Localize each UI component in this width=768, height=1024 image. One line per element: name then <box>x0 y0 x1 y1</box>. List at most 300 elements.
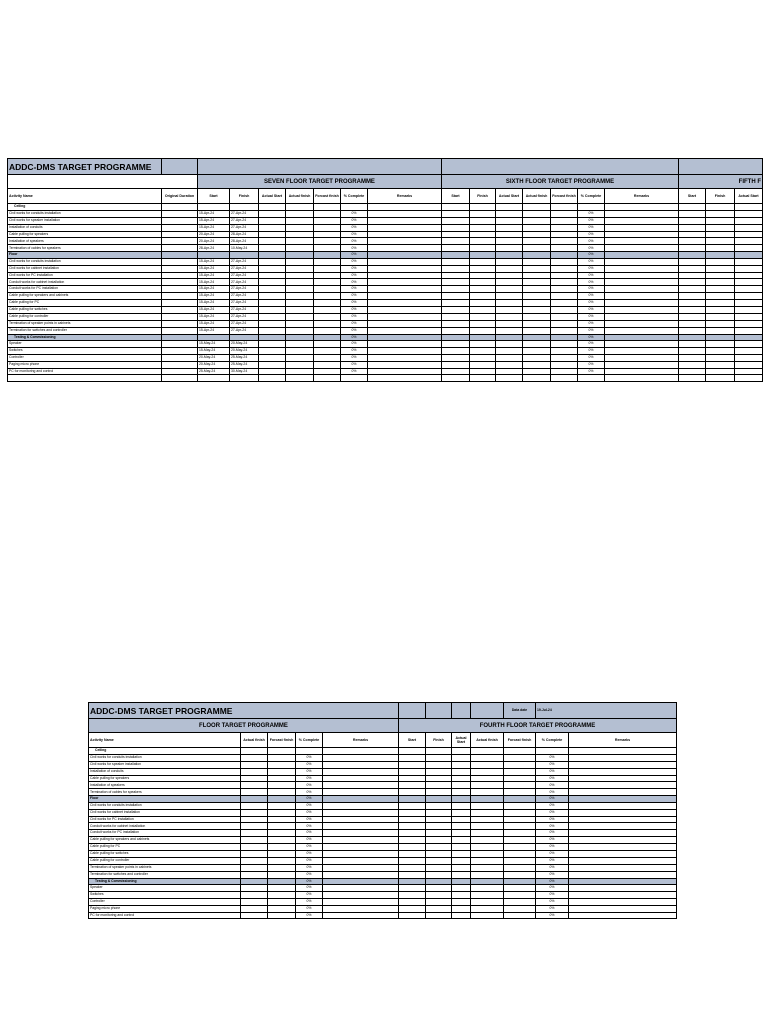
forecast-finish <box>314 286 341 293</box>
actual-start <box>452 802 471 809</box>
finish-date <box>426 775 452 782</box>
activity-name: Termination of speaker points in cabinets <box>89 864 241 871</box>
title-spacer <box>399 703 426 719</box>
percent-complete: 0% <box>341 217 368 224</box>
forecast-finish <box>268 823 296 830</box>
target-programme-table-top <box>7 158 763 382</box>
start-date <box>399 864 426 871</box>
forecast-finish <box>551 231 578 238</box>
percent-complete: 0% <box>341 258 368 265</box>
actual-finish <box>523 313 551 320</box>
percent-complete: 0% <box>578 300 605 307</box>
activity-name: PC for monitoring and control <box>89 912 241 919</box>
actual-start <box>496 361 523 368</box>
remarks <box>569 850 677 857</box>
data-date-value: 19-Jul-24 <box>536 703 677 719</box>
actual-start <box>496 231 523 238</box>
blank-cell <box>735 375 763 382</box>
actual-finish <box>241 768 268 775</box>
header-remarks: Remarks <box>605 189 679 204</box>
start-date: 25-May-24 <box>198 368 230 375</box>
forecast-finish <box>268 864 296 871</box>
actual-start <box>452 871 471 878</box>
original-duration <box>162 245 198 252</box>
finish-date: 30-May-24 <box>230 368 259 375</box>
actual-finish <box>241 789 268 796</box>
actual-start <box>452 857 471 864</box>
fifth-floor-cell <box>679 327 706 334</box>
actual-start <box>496 238 523 245</box>
remarks <box>323 775 399 782</box>
forecast-finish <box>268 789 296 796</box>
remarks <box>323 905 399 912</box>
actual-start <box>452 768 471 775</box>
fifth-floor-cell <box>706 265 735 272</box>
percent-complete: 0% <box>536 912 569 919</box>
start-date <box>399 885 426 892</box>
actual-start <box>496 245 523 252</box>
start-date <box>399 898 426 905</box>
fifth-floor-cell <box>679 279 706 286</box>
remarks <box>569 816 677 823</box>
section-row <box>8 175 763 189</box>
fifth-floor-cell <box>735 210 763 217</box>
percent-complete: 0% <box>578 306 605 313</box>
actual-finish <box>241 885 268 892</box>
actual-start <box>496 327 523 334</box>
fifth-floor-cell <box>679 300 706 307</box>
start-date <box>399 754 426 761</box>
finish-date <box>426 816 452 823</box>
actual-finish <box>523 300 551 307</box>
remarks <box>569 891 677 898</box>
original-duration <box>162 368 198 375</box>
blank-cell <box>341 375 368 382</box>
remarks <box>605 231 679 238</box>
actual-finish <box>286 279 314 286</box>
forecast-finish <box>504 837 536 844</box>
finish-date <box>426 761 452 768</box>
start-date <box>442 320 470 327</box>
start-date <box>442 258 470 265</box>
actual-finish <box>471 768 504 775</box>
start-date: 15-Apr-24 <box>198 272 230 279</box>
remarks <box>368 347 442 354</box>
forecast-finish <box>314 272 341 279</box>
actual-finish <box>471 864 504 871</box>
activity-name: Cable pulling for speakers and cabinets <box>89 837 241 844</box>
forecast-finish <box>314 368 341 375</box>
fifth-floor-cell <box>679 272 706 279</box>
header-actual-start: Actual Start <box>496 189 523 204</box>
forecast-finish <box>504 857 536 864</box>
fifth-floor-cell <box>735 204 763 211</box>
forecast-finish <box>504 816 536 823</box>
activity-name: Cable pulling for switches <box>8 306 162 313</box>
remarks <box>368 368 442 375</box>
remarks <box>569 898 677 905</box>
percent-complete: 0% <box>341 224 368 231</box>
finish-date: 25-May-24 <box>230 361 259 368</box>
actual-start <box>452 905 471 912</box>
percent-complete: 0% <box>536 816 569 823</box>
actual-start <box>496 320 523 327</box>
finish-date <box>470 286 496 293</box>
forecast-finish <box>314 279 341 286</box>
finish-date <box>470 279 496 286</box>
finish-date <box>470 327 496 334</box>
finish-date: 27-Apr-24 <box>230 320 259 327</box>
forecast-finish <box>314 327 341 334</box>
start-date <box>399 850 426 857</box>
percent-complete: 0% <box>536 809 569 816</box>
original-duration <box>162 279 198 286</box>
activity-name: Civil works for conduits installation <box>89 802 241 809</box>
actual-finish <box>523 210 551 217</box>
original-duration <box>162 347 198 354</box>
forecast-finish <box>314 224 341 231</box>
blank-cell <box>679 375 706 382</box>
remarks <box>569 748 677 755</box>
table-row <box>8 341 763 348</box>
table-row <box>8 272 763 279</box>
actual-finish <box>523 204 551 211</box>
blank-cell <box>706 375 735 382</box>
original-duration <box>162 265 198 272</box>
finish-date <box>470 204 496 211</box>
fifth-floor-cell <box>706 217 735 224</box>
actual-finish <box>471 898 504 905</box>
percent-complete: 0% <box>341 210 368 217</box>
finish-date <box>426 844 452 851</box>
forecast-finish <box>504 898 536 905</box>
actual-finish <box>523 354 551 361</box>
start-date <box>399 823 426 830</box>
percent-complete: 0% <box>536 830 569 837</box>
remarks <box>323 850 399 857</box>
remarks <box>368 293 442 300</box>
finish-date: 28-Apr-24 <box>230 238 259 245</box>
actual-finish <box>471 891 504 898</box>
fifth-floor-cell <box>679 258 706 265</box>
table-row <box>89 782 677 789</box>
remarks <box>368 258 442 265</box>
actual-finish <box>523 341 551 348</box>
table-row <box>8 245 763 252</box>
forecast-finish <box>268 885 296 892</box>
finish-date <box>426 802 452 809</box>
start-date <box>399 768 426 775</box>
actual-finish <box>471 837 504 844</box>
remarks <box>569 871 677 878</box>
actual-finish <box>523 265 551 272</box>
fifth-floor-cell <box>679 293 706 300</box>
actual-finish <box>471 802 504 809</box>
forecast-finish <box>551 368 578 375</box>
actual-finish <box>241 809 268 816</box>
percent-complete: 0% <box>341 306 368 313</box>
start-date: 20-May-24 <box>198 361 230 368</box>
forecast-finish <box>504 768 536 775</box>
forecast-finish <box>268 816 296 823</box>
actual-finish <box>241 912 268 919</box>
actual-finish <box>471 830 504 837</box>
actual-finish <box>523 258 551 265</box>
percent-complete: 0% <box>578 286 605 293</box>
table-row <box>8 313 763 320</box>
percent-complete: 0% <box>341 347 368 354</box>
finish-date: 27-Apr-24 <box>230 327 259 334</box>
finish-date <box>426 912 452 919</box>
finish-date <box>470 210 496 217</box>
sheet-title: ADDC-DMS TARGET PROGRAMME <box>89 703 399 719</box>
finish-date <box>470 224 496 231</box>
table-row <box>8 306 763 313</box>
percent-complete: 0% <box>296 864 323 871</box>
forecast-finish <box>551 306 578 313</box>
percent-complete: 0% <box>536 796 569 803</box>
actual-start <box>259 293 286 300</box>
actual-start <box>259 272 286 279</box>
original-duration <box>162 210 198 217</box>
activity-name: Cable pulling for controller <box>8 313 162 320</box>
actual-finish <box>523 272 551 279</box>
table-row <box>8 210 763 217</box>
original-duration <box>162 354 198 361</box>
finish-date <box>470 341 496 348</box>
percent-complete: 0% <box>296 761 323 768</box>
finish-date <box>426 782 452 789</box>
table-row <box>89 761 677 768</box>
actual-start <box>452 885 471 892</box>
percent-complete: 0% <box>296 768 323 775</box>
activity-name: Termination for switches and controller <box>89 871 241 878</box>
remarks <box>569 857 677 864</box>
activity-name: Cable pulling for PC <box>8 300 162 307</box>
actual-finish <box>286 238 314 245</box>
remarks <box>605 320 679 327</box>
start-date <box>442 217 470 224</box>
percent-complete: 0% <box>536 857 569 864</box>
activity-name: Floor <box>89 796 241 803</box>
remarks <box>605 265 679 272</box>
header-remarks: Remarks <box>368 189 442 204</box>
percent-complete: 0% <box>578 341 605 348</box>
blank-cell <box>286 375 314 382</box>
actual-start <box>496 265 523 272</box>
remarks <box>323 871 399 878</box>
percent-complete: 0% <box>578 368 605 375</box>
start-date <box>442 347 470 354</box>
activity-name: Installation of speakers <box>8 238 162 245</box>
remarks <box>368 361 442 368</box>
activity-name: Testing & Commissioning <box>89 878 241 885</box>
remarks <box>569 912 677 919</box>
start-date <box>442 327 470 334</box>
percent-complete: 0% <box>536 837 569 844</box>
fifth-floor-cell <box>679 238 706 245</box>
section-sixth-floor: SIXTH FLOOR TARGET PROGRAMME <box>442 175 679 189</box>
percent-complete: 0% <box>536 754 569 761</box>
remarks <box>323 891 399 898</box>
actual-start <box>452 864 471 871</box>
percent-complete: 0% <box>296 782 323 789</box>
percent-complete: 0% <box>578 265 605 272</box>
table-row <box>89 905 677 912</box>
table-row <box>89 809 677 816</box>
actual-finish <box>241 850 268 857</box>
finish-date: 27-Apr-24 <box>230 265 259 272</box>
actual-finish <box>286 204 314 211</box>
actual-start <box>452 837 471 844</box>
percent-complete: 0% <box>341 313 368 320</box>
percent-complete: 0% <box>296 809 323 816</box>
forecast-finish <box>314 361 341 368</box>
start-date: 15-Apr-24 <box>198 279 230 286</box>
actual-finish <box>286 306 314 313</box>
remarks <box>569 782 677 789</box>
activity-name: Civil works for PC installation <box>8 272 162 279</box>
fifth-floor-cell <box>735 279 763 286</box>
table-row <box>8 361 763 368</box>
actual-start <box>496 354 523 361</box>
title-spacer <box>452 703 471 719</box>
original-duration <box>162 204 198 211</box>
actual-finish <box>286 217 314 224</box>
remarks <box>323 761 399 768</box>
actual-start <box>496 293 523 300</box>
remarks <box>323 837 399 844</box>
actual-finish <box>241 761 268 768</box>
actual-finish <box>471 816 504 823</box>
title-spacer <box>198 159 442 175</box>
remarks <box>605 210 679 217</box>
forecast-finish <box>314 354 341 361</box>
finish-date <box>230 204 259 211</box>
table-row <box>89 775 677 782</box>
actual-start <box>496 279 523 286</box>
start-date <box>399 857 426 864</box>
forecast-finish <box>314 313 341 320</box>
start-date: 15-Apr-24 <box>198 265 230 272</box>
start-date: 20-May-24 <box>198 354 230 361</box>
blank-row <box>8 375 763 382</box>
remarks <box>368 210 442 217</box>
forecast-finish <box>504 844 536 851</box>
blank-cell <box>442 375 470 382</box>
percent-complete: 0% <box>296 775 323 782</box>
activity-name: Ceiling <box>89 748 241 755</box>
percent-complete: 0% <box>536 802 569 809</box>
table-row <box>89 768 677 775</box>
actual-finish <box>286 354 314 361</box>
remarks <box>605 245 679 252</box>
fifth-floor-cell <box>706 286 735 293</box>
sheet-title: ADDC-DMS TARGET PROGRAMME <box>8 159 162 175</box>
activity-name: Termination of cables for speakers <box>89 789 241 796</box>
finish-date <box>470 347 496 354</box>
table-row <box>8 238 763 245</box>
finish-date <box>470 238 496 245</box>
finish-date: 28-Apr-24 <box>230 231 259 238</box>
forecast-finish <box>551 320 578 327</box>
activity-name: Cable pulling for PC <box>89 844 241 851</box>
actual-start <box>496 306 523 313</box>
actual-finish <box>471 844 504 851</box>
percent-complete: 0% <box>578 258 605 265</box>
finish-date: 27-Apr-24 <box>230 210 259 217</box>
title-spacer <box>442 159 679 175</box>
remarks <box>605 272 679 279</box>
actual-start <box>452 761 471 768</box>
remarks <box>605 306 679 313</box>
remarks <box>569 864 677 871</box>
fifth-floor-cell <box>735 327 763 334</box>
forecast-finish <box>268 830 296 837</box>
finish-date: 27-Apr-24 <box>230 293 259 300</box>
forecast-finish <box>504 782 536 789</box>
remarks <box>368 245 442 252</box>
table-row <box>89 891 677 898</box>
forecast-finish <box>551 265 578 272</box>
actual-start <box>452 748 471 755</box>
title-row <box>8 159 763 175</box>
forecast-finish <box>504 789 536 796</box>
actual-finish <box>286 224 314 231</box>
remarks <box>569 802 677 809</box>
activity-name: Conduit works for cabinet installation <box>8 279 162 286</box>
header-activity-name: Activity Name <box>89 733 241 748</box>
start-date <box>442 286 470 293</box>
remarks <box>323 754 399 761</box>
actual-start <box>452 789 471 796</box>
actual-finish <box>286 320 314 327</box>
finish-date: 27-Apr-24 <box>230 258 259 265</box>
blank-cell <box>523 375 551 382</box>
remarks <box>368 231 442 238</box>
percent-complete: 0% <box>341 252 368 259</box>
start-date <box>442 245 470 252</box>
fifth-floor-cell <box>706 231 735 238</box>
actual-finish <box>241 754 268 761</box>
forecast-finish <box>551 272 578 279</box>
actual-finish <box>286 265 314 272</box>
actual-start <box>496 204 523 211</box>
percent-complete <box>341 204 368 211</box>
actual-finish <box>241 775 268 782</box>
forecast-finish <box>314 258 341 265</box>
remarks <box>368 300 442 307</box>
activity-name: Civil works for cabinet installation <box>89 809 241 816</box>
forecast-finish <box>504 850 536 857</box>
original-duration <box>162 217 198 224</box>
blank-cell <box>605 375 679 382</box>
start-date: 15-Apr-24 <box>198 313 230 320</box>
forecast-finish <box>504 885 536 892</box>
section-seventh-floor: SEVEN FLOOR TARGET PROGRAMME <box>198 175 442 189</box>
fifth-floor-cell <box>735 306 763 313</box>
actual-start <box>259 320 286 327</box>
fifth-floor-cell <box>706 238 735 245</box>
percent-complete: 0% <box>536 878 569 885</box>
fifth-floor-cell <box>735 272 763 279</box>
table-row <box>89 789 677 796</box>
header-complete2: % Complete <box>536 733 569 748</box>
finish-date <box>470 354 496 361</box>
activity-name: Switches <box>89 891 241 898</box>
activity-name: Switches <box>8 347 162 354</box>
remarks <box>323 789 399 796</box>
